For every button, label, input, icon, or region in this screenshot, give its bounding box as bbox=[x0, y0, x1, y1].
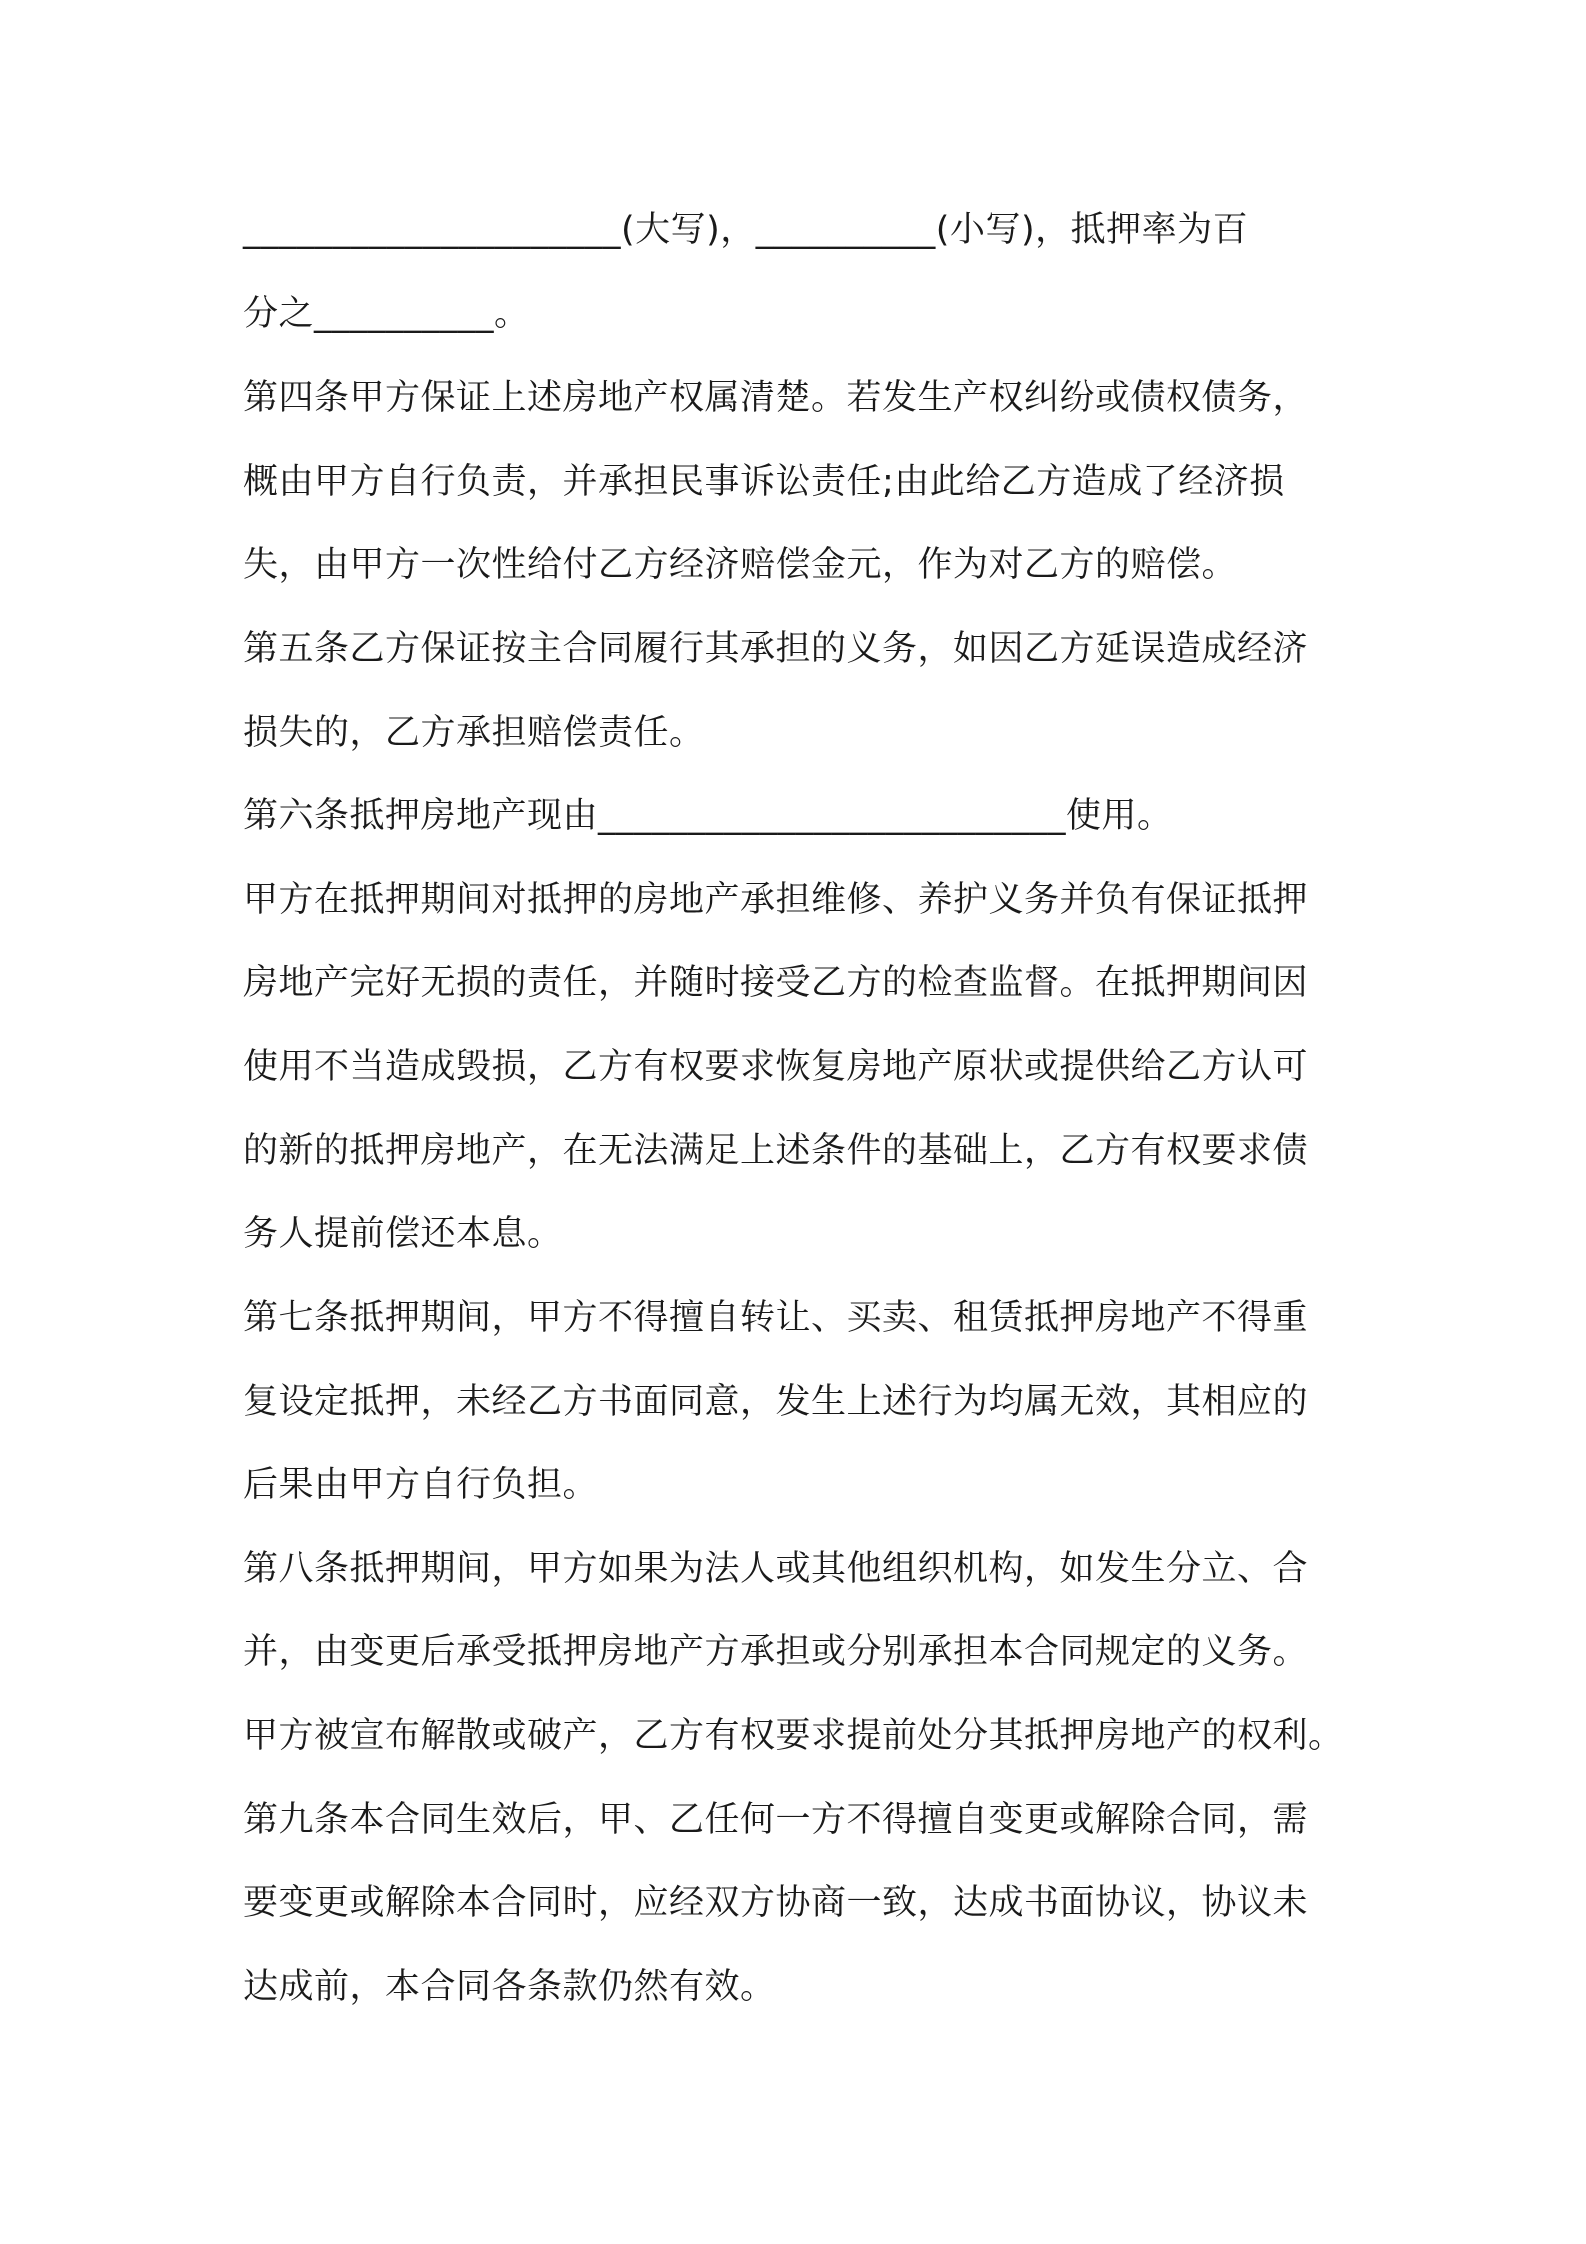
text-line: 甲方被宣布解散或破产，乙方有权要求提前处分其抵押房地产的权利。 bbox=[243, 1716, 1344, 1756]
text-line: 分之__________。 bbox=[243, 294, 530, 334]
text-line: 概由甲方自行负责，并承担民事诉讼责任;由此给乙方造成了经济损 bbox=[243, 462, 1285, 502]
text-line: _____________________(大写)，__________(小写)，抵押率为百 bbox=[243, 210, 1249, 250]
text-line: 达成前，本合同各条款仍然有效。 bbox=[243, 1967, 776, 2007]
text-line: 复设定抵押，未经乙方书面同意，发生上述行为均属无效，其相应的 bbox=[243, 1382, 1309, 1422]
text-line: 房地产完好无损的责任，并随时接受乙方的检查监督。在抵押期间因 bbox=[243, 963, 1309, 1003]
text-line: 第八条抵押期间，甲方如果为法人或其他组织机构，如发生分立、合 bbox=[243, 1549, 1309, 1589]
text-line: 使用不当造成毁损，乙方有权要求恢复房地产原状或提供给乙方认可 bbox=[243, 1047, 1309, 1087]
text-line: 要变更或解除本合同时，应经双方协商一致，达成书面协议，协议未 bbox=[243, 1883, 1309, 1923]
text-line: 甲方在抵押期间对抵押的房地产承担维修、养护义务并负有保证抵押 bbox=[243, 880, 1309, 920]
text-line: 第七条抵押期间，甲方不得擅自转让、买卖、租赁抵押房地产不得重 bbox=[243, 1298, 1309, 1338]
text-line: 后果由甲方自行负担。 bbox=[243, 1465, 599, 1505]
text-line: 第五条乙方保证按主合同履行其承担的义务，如因乙方延误造成经济 bbox=[243, 629, 1309, 669]
text-line: 并，由变更后承受抵押房地产方承担或分别承担本合同规定的义务。 bbox=[243, 1632, 1309, 1672]
text-line: 第六条抵押房地产现由__________________________使用。 bbox=[243, 796, 1173, 836]
text-line: 的新的抵押房地产，在无法满足上述条件的基础上，乙方有权要求债 bbox=[243, 1131, 1309, 1171]
text-line: 务人提前偿还本息。 bbox=[243, 1214, 563, 1254]
text-line: 第四条甲方保证上述房地产权属清楚。若发生产权纠纷或债权债务， bbox=[243, 378, 1309, 418]
text-line: 第九条本合同生效后，甲、乙任何一方不得擅自变更或解除合同，需 bbox=[243, 1800, 1309, 1840]
text-line: 失，由甲方一次性给付乙方经济赔偿金元，作为对乙方的赔偿。 bbox=[243, 545, 1238, 585]
text-line: 损失的，乙方承担赔偿责任。 bbox=[243, 713, 705, 753]
